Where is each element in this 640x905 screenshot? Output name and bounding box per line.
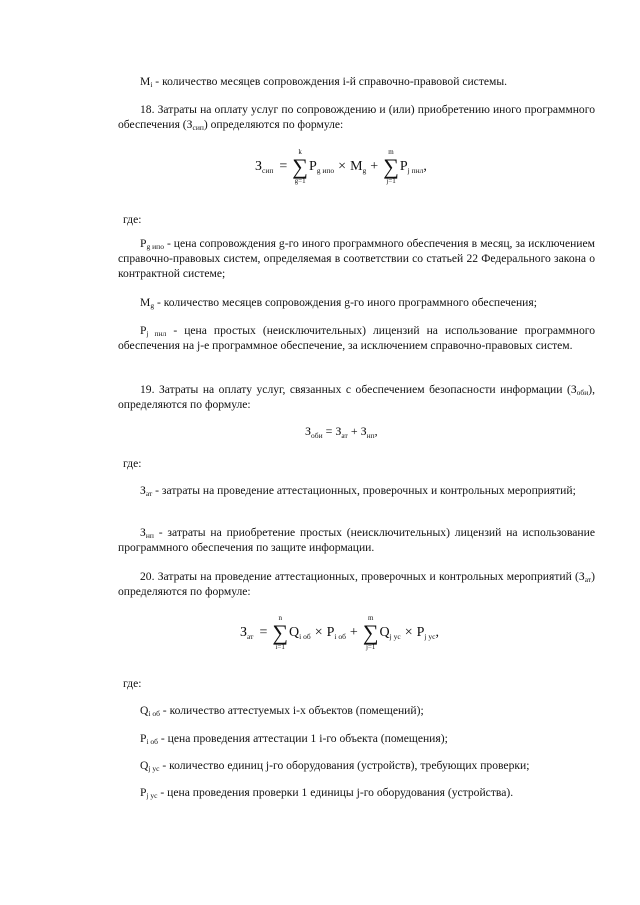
symbol-subscript: j ус <box>146 791 158 800</box>
paragraph-text: ), определяются по формуле: <box>118 383 595 411</box>
paragraph-text: 19. Затраты на оплату услуг, связанных с обеспечением безопасности информации (З <box>140 383 577 396</box>
formula-term: $P_{g ипо}$ <box>308 159 335 175</box>
symbol-subscript: g <box>150 301 155 310</box>
symbol: З <box>140 484 146 497</box>
formula-term: $M_g$ <box>350 159 367 175</box>
times-sign: × <box>404 625 413 640</box>
definition-pg <box>118 236 595 281</box>
symbol: P <box>140 732 147 745</box>
definition-text: - цена проведения аттестации 1 i-го объекта (помещения); <box>157 732 448 745</box>
definition-qi <box>118 703 595 718</box>
symbol: Q <box>140 759 149 772</box>
definition-pjus <box>118 785 595 800</box>
symbol: З <box>140 526 146 539</box>
symbol: Q <box>140 704 149 717</box>
sum-operator: k ∑ g=1 <box>292 148 308 185</box>
definition-text: - цена простых (неисключительных) лицензий на использование программного обеспечения на j-е программное обеспечение, за исключением справочно-правовых систем. <box>118 324 595 352</box>
formula-comma: , <box>423 159 427 174</box>
formula-term: $Q_{i об}$ <box>289 625 311 641</box>
paragraph-text: ) определяются по формуле: <box>203 118 344 131</box>
formula-zobi <box>305 424 378 439</box>
definition-qj <box>118 758 595 773</box>
symbol-subscript: ат <box>145 489 153 498</box>
definition-text: - количество месяцев сопровождения g-го иного программного обеспечения; <box>154 296 537 309</box>
definition-text: - количество месяцев сопровождения i-й справочно-правовой системы. <box>152 75 508 88</box>
symbol: P <box>140 237 147 250</box>
symbol-subscript: j ус <box>148 764 160 773</box>
definition-zat <box>118 483 595 498</box>
paragraph-text: 18. Затраты на оплату услуг по сопровождению и (или) приобретению иного программного обеспечения (З <box>118 103 595 131</box>
plus-sign: + <box>347 424 361 438</box>
formula-zat <box>240 614 439 651</box>
definition-text: - цена проведения проверки 1 единицы j-го оборудования (устройства). <box>157 786 514 799</box>
formula-term: $P_{j ус}$ <box>416 625 436 641</box>
symbol: P <box>140 324 147 337</box>
paragraph-20 <box>118 569 595 599</box>
definition-text: - количество аттестуемых i-х объектов (помещений); <box>159 704 424 717</box>
symbol-subscript: g ипо <box>146 242 164 251</box>
paragraph-text: ) определяются по формуле: <box>118 570 595 598</box>
definition-znp <box>118 525 595 555</box>
definition-text: - затраты на приобретение простых (неисключительных) лицензий на использование программного обеспечения по защите информации. <box>118 526 595 554</box>
plus-sign: + <box>349 625 358 640</box>
formula-term: $P_{j пнл}$ <box>399 159 424 175</box>
plus-sign: + <box>370 159 379 174</box>
sum-operator: m ∑ j=1 <box>383 148 399 185</box>
formula-lhs: $З_{оби}$ <box>305 424 323 440</box>
formula-lhs: $З_{сип}$ <box>255 159 274 175</box>
paragraph-text: 20. Затраты на проведение аттестационных, проверочных и контрольных мероприятий (З <box>140 570 585 583</box>
definition-text: - количество единиц j-го оборудования (устройств), требующих проверки; <box>159 759 530 772</box>
equals-sign: = <box>259 625 268 640</box>
formula-term: $З_{ат}$ <box>335 424 348 440</box>
symbol-subscript: нп <box>145 531 154 540</box>
definition-text: - затраты на проведение аттестационных, проверочных и контрольных мероприятий; <box>152 484 576 497</box>
times-sign: × <box>314 625 323 640</box>
symbol-subscript: j пнл <box>146 329 167 338</box>
definition-pj <box>118 323 595 353</box>
formula-lhs: $З_{ат}$ <box>240 625 254 641</box>
symbol: M <box>140 296 151 309</box>
formula-zsip <box>255 148 427 185</box>
symbol: P <box>140 786 147 799</box>
equals-sign: = <box>322 424 336 438</box>
symbol-subscript: i <box>150 80 153 89</box>
paragraph-18 <box>118 102 595 132</box>
symbol-subscript: оби <box>576 388 589 397</box>
sum-operator: m ∑ j=1 <box>362 614 379 651</box>
formula-comma: , <box>374 424 378 438</box>
definition-text: - цена сопровождения g-го иного программного обеспечения в месяц, за исключением справочно-правовых систем, определяемая в соответствии со статьей 22 Федерального закона о контрактной системе; <box>118 237 595 280</box>
formula-term: $З_{нп}$ <box>360 424 375 440</box>
where-label: где: <box>123 213 142 226</box>
symbol: M <box>140 75 151 88</box>
formula-term: $Q_{j ус}$ <box>379 625 401 641</box>
symbol-subscript: ат <box>584 575 592 584</box>
times-sign: × <box>338 159 347 174</box>
paragraph-19 <box>118 382 595 412</box>
where-label: где: <box>123 677 142 690</box>
symbol-subscript: сип <box>192 123 204 132</box>
formula-term: $P_{i об}$ <box>326 625 346 641</box>
equals-sign: = <box>279 159 288 174</box>
symbol-subscript: i об <box>146 737 158 746</box>
formula-comma: , <box>435 625 439 640</box>
definition-mi <box>118 74 595 89</box>
definition-mg <box>118 295 595 310</box>
sum-operator: n ∑ i=1 <box>272 614 289 651</box>
definition-pi <box>118 731 595 746</box>
symbol-subscript: i об <box>148 709 160 718</box>
where-label: где: <box>123 457 142 470</box>
